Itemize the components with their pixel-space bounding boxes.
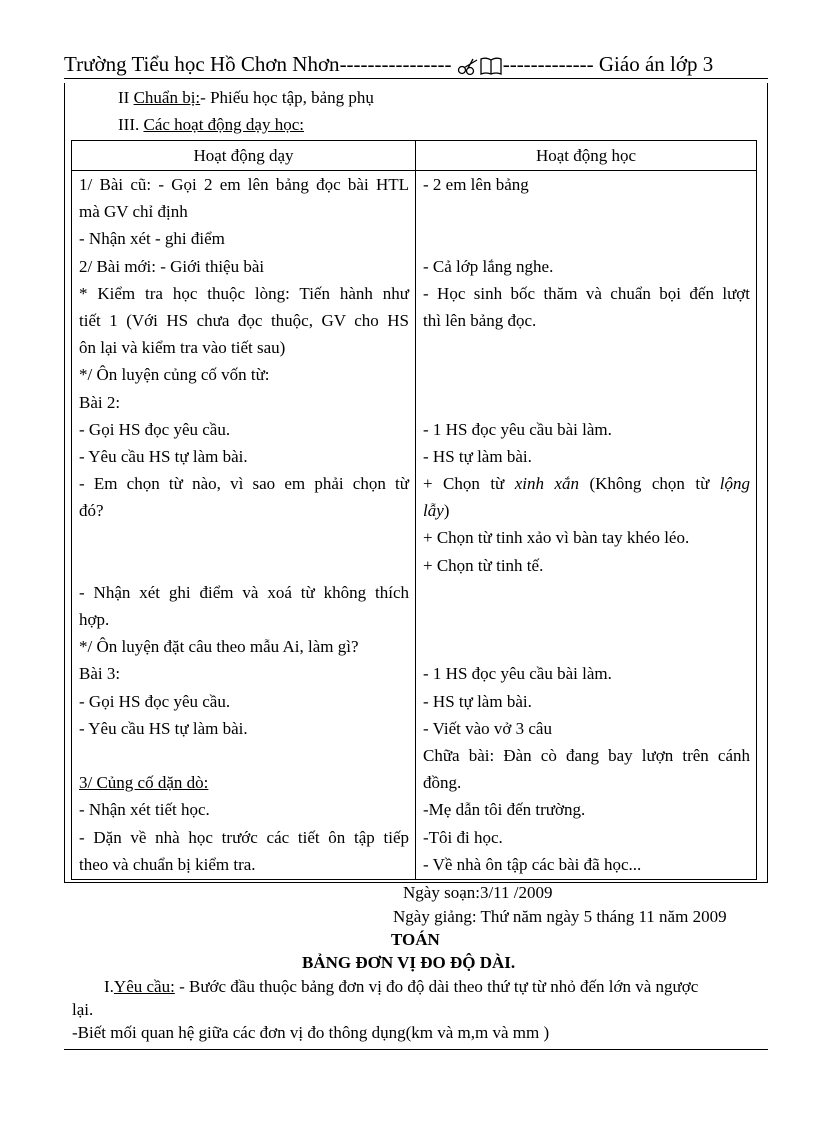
doc-label: Giáo án lớp 3	[598, 52, 714, 76]
left-line: 3/ Củng cố dặn dò:	[79, 773, 209, 793]
left-line: đó?	[79, 501, 104, 521]
book-icon	[479, 56, 503, 76]
left-line: */ Ôn luyện củng cố vốn từ:	[79, 365, 270, 385]
req-label: Yêu cầu:	[113, 977, 175, 996]
scissors-icon	[457, 56, 479, 76]
prep-label: Chuẩn bị:	[133, 88, 201, 107]
right-line: - HS tự làm bài.	[423, 691, 532, 711]
right-line-empty	[416, 198, 756, 225]
teacher-activities-cell	[72, 171, 416, 880]
right-line: - Cả lớp lắng nghe.	[423, 256, 554, 276]
header-dashes-right: -------------	[502, 52, 594, 76]
requirement-line-3: -Biết mối quan hệ giữa các đơn vị đo thông dụng(km và m,m và mm )	[72, 1023, 550, 1042]
left-line: 2/ Bài mới: - Giới thiệu bài	[79, 256, 265, 276]
right-line-empty	[416, 606, 756, 633]
left-line: - Gọi HS đọc yêu cầu.	[79, 419, 231, 439]
activities-label: Các hoạt động dạy học:	[143, 115, 304, 134]
left-line: - Yêu cầu HS tự làm bài.	[79, 446, 248, 466]
left-line: - Em chọn từ nào, vì sao em phải chọn từ	[79, 474, 409, 494]
right-line: -Mẹ dẫn tôi đến trường.	[423, 800, 586, 820]
right-line	[416, 470, 756, 497]
rejected-word-cont: lẫy	[423, 501, 444, 521]
right-line: - 1 HS đọc yêu cầu bài làm.	[423, 664, 612, 684]
right-line: + Chọn từ tinh tế.	[423, 555, 544, 575]
right-line: - Viết vào vở 3 câu	[423, 718, 552, 738]
left-line: */ Ôn luyện đặt câu theo mẫu Ai, làm gì?	[79, 637, 359, 657]
left-line: - Yêu cầu HS tự làm bài.	[79, 718, 248, 738]
subject-title: TOÁN	[391, 930, 440, 949]
student-activities-cell	[416, 171, 757, 880]
left-line: ôn lại và kiểm tra vào tiết sau)	[79, 338, 286, 358]
activities-heading	[118, 113, 304, 137]
req-roman: I.	[104, 977, 114, 996]
left-line: Bài 3:	[79, 664, 121, 684]
school-name: Trường Tiểu học Hồ Chơn Nhơn	[64, 52, 340, 76]
prep-text: - Phiếu học tập, bảng phụ	[200, 88, 374, 107]
right-line-empty	[416, 579, 756, 606]
prep-line	[118, 86, 374, 110]
table-body-row	[72, 171, 757, 880]
right-line-empty	[416, 633, 756, 660]
right-line-empty	[416, 361, 756, 388]
page-header	[64, 50, 764, 78]
rejected-word: lộng	[719, 474, 750, 494]
left-line: - Nhận xét ghi điểm và xoá từ không thích	[79, 582, 409, 602]
right-line: - Học sinh bốc thăm và chuẩn bọi đến lượt	[423, 283, 750, 303]
left-line: 1/ Bài cũ: - Gọi 2 em lên bảng đọc bài HTL	[79, 175, 409, 194]
chosen-word: xinh xắn	[514, 474, 580, 494]
right-line: thì lên bảng đọc.	[423, 310, 537, 330]
left-line-empty	[72, 524, 415, 551]
right-line	[416, 497, 756, 524]
left-line: - Dặn về nhà học trước các tiết ôn tập tiếp	[79, 827, 409, 847]
requirement-line-2: lại.	[72, 1000, 94, 1019]
left-line: - Nhận xét tiết học.	[79, 800, 210, 820]
right-line-empty	[416, 225, 756, 252]
left-line: - Gọi HS đọc yêu cầu.	[79, 691, 231, 711]
right-line-empty	[416, 334, 756, 361]
left-line: theo và chuẩn bị kiểm tra.	[79, 854, 256, 874]
right-line: - Về nhà ôn tập các bài đã học...	[423, 854, 642, 874]
activities-roman: III.	[118, 115, 140, 134]
choice-note: (Không chọn từ	[579, 474, 720, 494]
right-line: đồng.	[423, 773, 462, 793]
header-teacher: Hoạt động dạy	[72, 141, 416, 171]
left-line: - Nhận xét - ghi điểm	[79, 229, 225, 249]
right-line: - 2 em lên bảng	[423, 175, 529, 194]
choice-prefix: + Chọn từ	[423, 474, 515, 494]
right-line: - 1 HS đọc yêu cầu bài làm.	[423, 419, 612, 439]
req-text: - Bước đầu thuộc bảng đơn vị đo độ dài theo thứ tự từ nhỏ đến lớn và ngược	[174, 977, 699, 996]
header-student: Hoạt động học	[416, 141, 757, 171]
right-line: Chữa bài: Đàn cò đang bay lượn trên cánh	[423, 745, 750, 765]
header-divider	[64, 78, 768, 79]
left-line: tiết 1 (Với HS chưa đọc thuộc, GV cho HS	[79, 310, 409, 330]
table-header-row	[72, 141, 757, 171]
right-line: -Tôi đi học.	[423, 827, 503, 847]
ngay-soan: Ngày soạn:3/11 /2009	[403, 883, 553, 902]
right-line: - HS tự làm bài.	[423, 446, 532, 466]
prep-roman: II	[118, 88, 130, 107]
left-line-empty	[72, 742, 415, 769]
left-line-empty	[72, 552, 415, 579]
left-line: hợp.	[79, 610, 110, 629]
left-line: * Kiểm tra học thuộc lòng: Tiến hành như	[79, 283, 409, 303]
lesson-title: BẢNG ĐƠN VỊ ĐO ĐỘ DÀI.	[302, 953, 516, 972]
header-dashes-left: ----------------	[339, 52, 452, 76]
left-line: Bài 2:	[79, 392, 121, 412]
lesson-table	[71, 140, 757, 880]
paren-close: )	[443, 501, 450, 521]
right-line: + Chọn từ tinh xảo vì bàn tay khéo léo.	[423, 528, 690, 548]
footer-divider	[64, 1049, 768, 1050]
requirement-line	[104, 976, 698, 998]
left-line: mà GV chỉ định	[79, 202, 188, 222]
right-line-empty	[416, 389, 756, 416]
ngay-giang: Ngày giảng: Thứ năm ngày 5 tháng 11 năm 2009	[393, 907, 727, 926]
